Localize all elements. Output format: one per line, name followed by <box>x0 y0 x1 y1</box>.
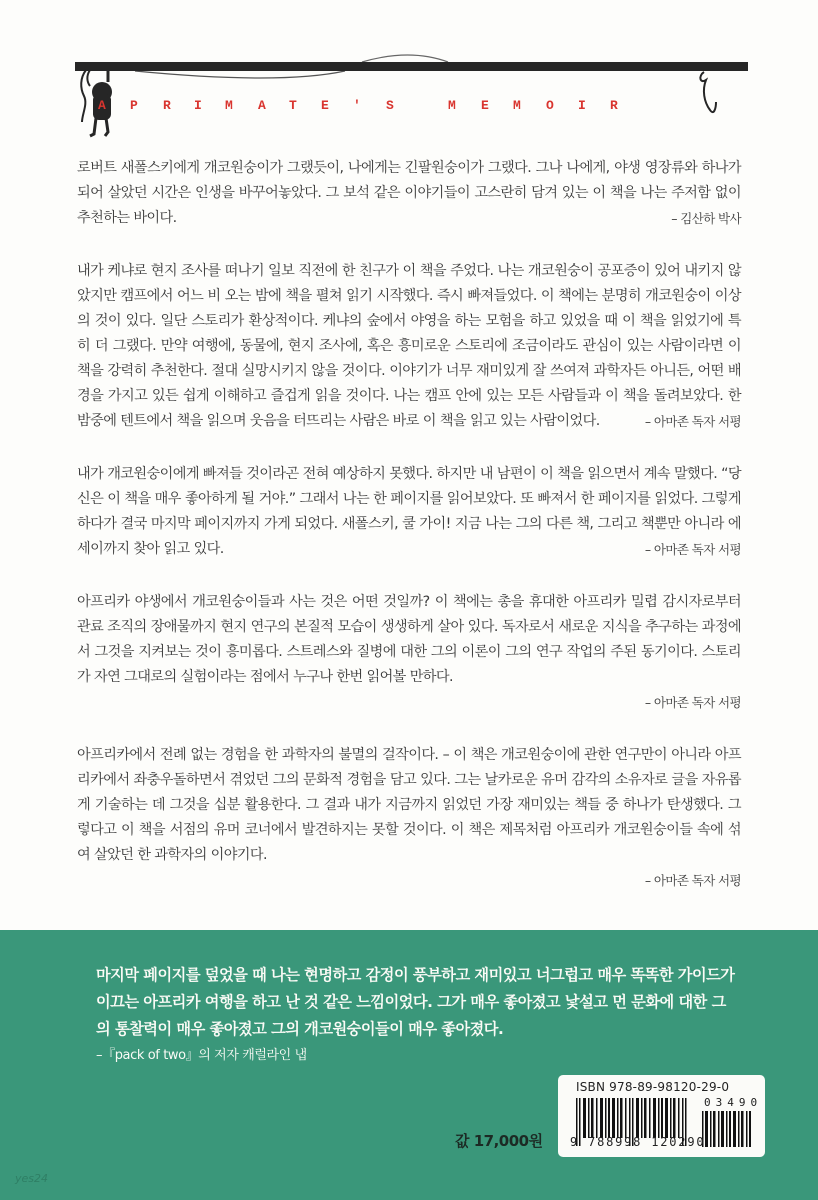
cover-header <box>0 0 818 150</box>
title-letter: M <box>513 98 521 113</box>
featured-quote-attribution: –『pack of two』의 저자 캐럴라인 냅 <box>96 1048 307 1063</box>
price-label: 값 17,000원 <box>455 1132 543 1150</box>
isbn-number: ISBN 978-89-98120-29-0 <box>576 1080 730 1094</box>
title-letter: E <box>321 98 329 113</box>
review-text: 아프리카 야생에서 개코원숭이들과 사는 것은 어떤 것일까? 이 책에는 총을 휴대한 아프리카 밀렵 감시자로부터 관료 조직의 장애물까지 현지 연구의 본질적 모습이 생생하게 살아 있다. 독자로서 새로운 지식을 추구하는 과정에서 그것을 지켜보는 것이 흥미롭다. 스트레스와 질병에 대한 그의 이론이 그의 연구 작업의 주된 동기이다. 스토리가 자연 그대로의 실험이라는 점에서 누구나 한번 읽어볼 만하다. <box>77 594 741 685</box>
review-item <box>77 462 741 562</box>
review-item <box>77 259 741 434</box>
review-item <box>77 156 741 231</box>
review-item <box>77 590 741 715</box>
review-item <box>77 743 741 893</box>
title-letter: S <box>386 98 394 113</box>
review-text: 아프리카에서 전례 없는 경험을 한 과학자의 불멸의 걸작이다. – 이 책은 개코원숭이에 관한 연구만이 아니라 아프리카에서 좌충우돌하면서 겪었던 그의 문화적 경험을 담고 있다. 그는 날카로운 유머 감각의 소유자로 글을 자유롭게 기술하는 데 그것을 십분 활용한다. 그 결과 내가 지금까지 읽었던 가장 재미있는 책들 중 하나가 탄생했다. 그렇다고 이 책을 서점의 유머 코너에서 발견하지는 못할 것이다. 이 책은 제목처럼 아프리카 개코원숭이들 속에 섞여 살았던 한 과학자의 이야기다. <box>77 747 741 863</box>
title-letter: I <box>578 98 586 113</box>
title-letter: I <box>194 98 202 113</box>
title-letter: M <box>225 98 233 113</box>
title-letter: E <box>481 98 489 113</box>
title-letter: O <box>546 98 554 113</box>
title-letter: ' <box>353 98 361 113</box>
title-letter: A <box>258 98 266 113</box>
featured-quote-text: 마지막 페이지를 덮었을 때 나는 현명하고 감정이 풍부하고 재미있고 너그럽고 매우 똑똑한 가이드가 이끄는 아프리카 여행을 하고 난 것 같은 느낌이었다. 그가 매우 좋아졌고 낯설고 먼 문화에 대한 그의 통찰력이 매우 좋아졌고 그의 개코원숭이들이 매우 좋아졌다. <box>96 966 735 1038</box>
review-attribution: – 아마존 독자 서평 <box>644 542 741 557</box>
review-text: 내가 케냐로 현지 조사를 떠나기 일보 직전에 한 친구가 이 책을 주었다. 나는 개코원숭이 공포증이 있어 내키지 않았지만 캠프에서 어느 비 오는 밤에 책을 펼쳐 읽기 시작했다. 즉시 빠져들었다. 이 책에는 분명히 개코원숭이 이상의 것이 있다. 일단 스토리가 환상적이다. 케냐의 숲에서 야영을 하는 모험을 하고 있었을 때 이 책을 읽었기에 특히 더 그랬다. 만약 여행에, 동물에, 현지 조사에, 혹은 흥미로운 스토리에 조금이라도 관심이 있는 사람이라면 이 책을 강력히 추천한다. 절대 실망시키지 않을 것이다. 이야기가 너무 재미있게 잘 쓰여져 과학자든 아니든, 어떤 배경을 가지고 있든 쉽게 이해하고 즐겁게 읽을 것이다. 나는 캠프 안에 있는 모든 사람들과 이 책을 돌려보았다. 한밤중에 텐트에서 책을 읽으며 웃음을 터뜨리는 사람은 바로 이 책을 읽고 있는 사람이었다. <box>77 263 741 429</box>
ean-number: 9 788998 120290 <box>570 1135 706 1149</box>
addon-barcode-bars-icon <box>702 1111 752 1147</box>
review-text: 로버트 새폴스키에게 개코원숭이가 그랬듯이, 나에게는 긴팔원숭이가 그랬다. 그나 나에게, 야생 영장류와 하나가 되어 살았던 시간은 인생을 바꾸어놓았다. 그 보석 같은 이야기들이 고스란히 담겨 있는 이 책을 나는 주저함 없이 추천하는 바이다. <box>77 160 741 226</box>
isbn-barcode <box>558 1075 765 1157</box>
watermark: yes24 <box>15 1172 49 1185</box>
hanging-bar <box>75 62 748 71</box>
review-attribution: – 김산하 박사 <box>671 211 741 226</box>
hook-icon <box>690 68 730 128</box>
review-attribution: – 아마존 독자 서평 <box>644 695 741 710</box>
title-letter: P <box>130 98 138 113</box>
title-letter: M <box>448 98 456 113</box>
review-attribution: – 아마존 독자 서평 <box>644 873 741 888</box>
review-attribution: – 아마존 독자 서평 <box>644 414 741 429</box>
title-letter: A <box>98 98 106 113</box>
review-list <box>77 156 741 921</box>
barcode-addon-number: 03490 <box>704 1096 763 1109</box>
title-letter: T <box>289 98 297 113</box>
review-text: 내가 개코원숭이에게 빠져들 것이라곤 전혀 예상하지 못했다. 하지만 내 남편이 이 책을 읽으면서 계속 말했다. “당신은 이 책을 매우 좋아하게 될 거야.” 그래서 나는 한 페이지를 읽어보았다. 또 빠져서 한 페이지를 읽었다. 그렇게 하다가 결국 마지막 페이지까지 가게 되었다. 새폴스키, 쿨 가이! 지금 나는 그의 다른 책, 그리고 책뿐만 아니라 에세이까지 찾아 읽고 있다. <box>77 466 741 557</box>
title-letter: R <box>610 98 618 113</box>
title-letter: R <box>163 98 171 113</box>
